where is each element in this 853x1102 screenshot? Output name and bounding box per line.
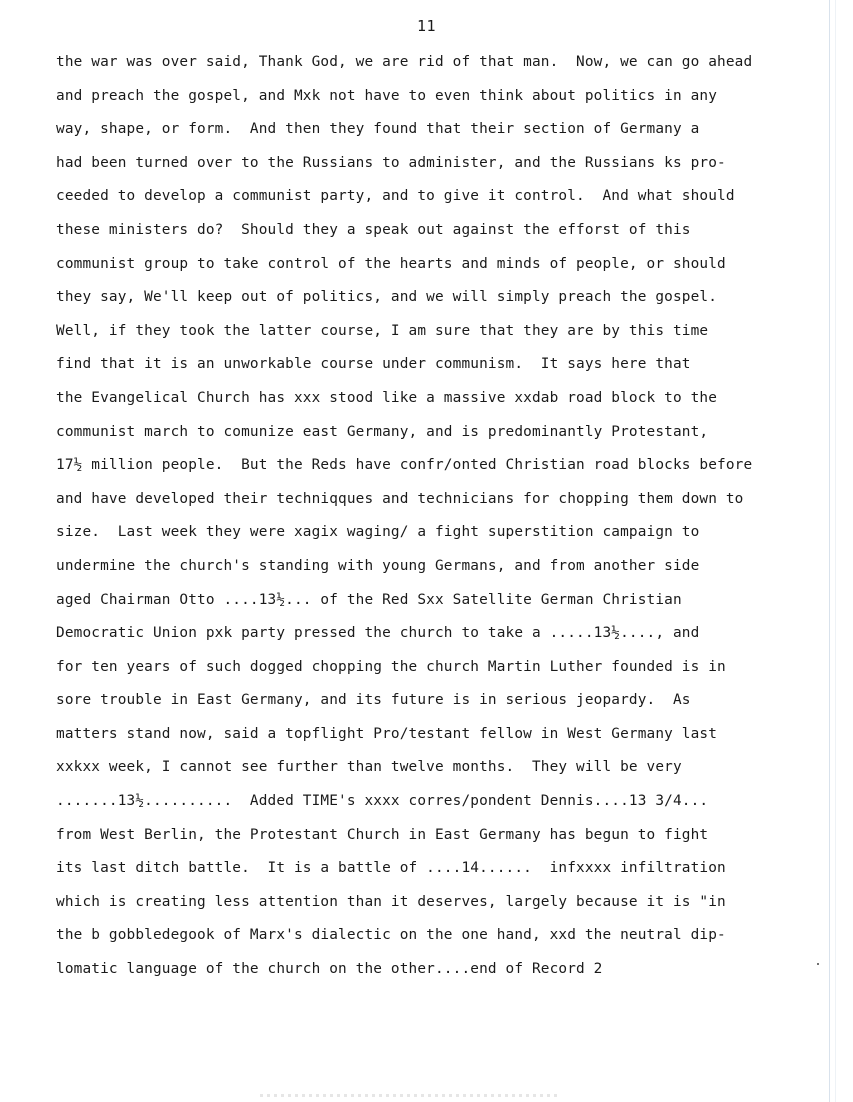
text-line: the war was over said, Thank God, we are rid of that man. Now, we can go ahead [56,54,753,70]
text-line: Democratic Union pxk party pressed the church to take a .....13½...., and [56,625,700,642]
text-line: these ministers do? Should they a speak out against the efforst of this [56,221,691,238]
text-line: communist march to comunize east Germany, and is predominantly Protestant, [56,423,709,440]
text-line: way, shape, or form. And then they found that their section of Germany a [56,121,700,138]
text-line: the Evangelical Church has xxx stood like a massive xxdab road block to the [56,389,718,406]
text-line: from West Berlin, the Protestant Church in East Germany has begun to fight [56,826,709,843]
text-line: xxkxx week, I cannot see further than twelve months. They will be very [56,759,682,776]
text-line: .......13½.......... Added TIME's xxxx corres/pondent Dennis....13 3/4... [56,793,709,810]
text-line: which is creating less attention than it deserves, largely because it is "in [56,893,726,910]
text-line: communist group to take control of the hearts and minds of people, or should [56,255,726,272]
text-line: had been turned over to the Russians to administer, and the Russians ks pro- [56,154,726,171]
scan-artifact [260,1094,560,1097]
text-line: size. Last week they were xagix waging/ a fight superstition campaign to [56,524,700,541]
text-line: its last ditch battle. It is a battle of ....14...... infxxxx infiltration [56,860,726,877]
page-number: 11 [416,17,437,35]
text-line: Well, if they took the latter course, I am sure that they are by this time [56,322,709,339]
text-line: the b gobbledegook of Marx's dialectic on the one hand, xxd the neutral dip- [56,927,726,944]
text-line: matters stand now, said a topflight Pro/testant fellow in West Germany last [56,725,718,742]
typed-body-text [56,49,846,990]
text-line: for ten years of such dogged chopping the church Martin Luther founded is in [56,658,726,675]
text-line: and have developed their techniqques and technicians for chopping them down to [56,490,744,507]
text-line: they say, We'll keep out of politics, and we will simply preach the gospel. [56,289,718,306]
text-line: and preach the gospel, and Mxk not have to even think about politics in any [56,87,718,104]
text-line: find that it is an unworkable course under communism. It says here that [56,356,691,373]
text-line: sore trouble in East Germany, and its future is in serious jeopardy. As [56,692,691,709]
text-line: lomatic language of the church on the other....end of Record 2 [56,961,603,978]
stray-ink-dot [817,963,819,965]
text-line: ceeded to develop a communist party, and to give it control. And what should [56,188,735,205]
text-line: aged Chairman Otto ....13½... of the Red Sxx Satellite German Christian [56,591,682,608]
text-line: 17½ million people. But the Reds have confr/onted Christian road blocks before [56,457,753,474]
text-line: undermine the church's standing with young Germans, and from another side [56,557,700,574]
